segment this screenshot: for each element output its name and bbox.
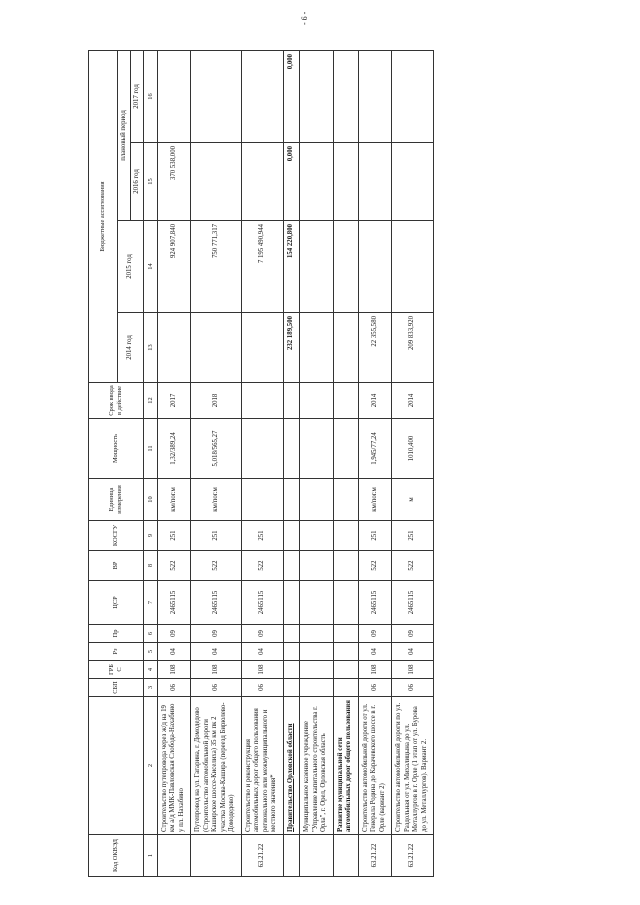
cell-sbp: 06 — [358, 679, 391, 697]
table-row — [191, 50, 241, 876]
cell-name: Развитие муниципальной сети автомобильных дорог общего пользования — [333, 697, 358, 835]
cell-sbp: 06 — [241, 679, 283, 697]
cell-commission: 2017 — [158, 383, 191, 419]
column-number: 2 — [144, 697, 158, 835]
header-pr: Пр — [89, 625, 144, 643]
cell-y2014 — [241, 313, 283, 383]
cell-unit — [283, 479, 299, 521]
cell-pr — [333, 625, 358, 643]
cell-code — [333, 835, 358, 877]
cell-rz: 04 — [158, 643, 191, 661]
cell-name: Путепровод на ул. Гагарина, г. Домодедово (Строительство автомобильной дороги Каширское шоссе-Киселиха) 35 км пк 2 участка Москва-Кашира (переезд Бирюлево-Домодедово) — [191, 697, 241, 835]
cell-unit — [241, 479, 283, 521]
cell-unit — [333, 479, 358, 521]
cell-kosgu: 251 — [191, 521, 241, 551]
header-budget: Бюджетные ассигнования — [89, 50, 118, 382]
cell-grbs: 108 — [392, 661, 434, 679]
cell-code: 63.21.22 — [241, 835, 283, 877]
cell-pr: 09 — [392, 625, 434, 643]
cell-rz: 04 — [241, 643, 283, 661]
cell-kosgu: 251 — [158, 521, 191, 551]
column-number: 7 — [144, 581, 158, 625]
header-kod-okved: Код ОКВЭД — [89, 835, 144, 877]
cell-y2016 — [392, 143, 434, 221]
header-rz: Рз — [89, 643, 144, 661]
cell-sbp — [300, 679, 333, 697]
cell-commission: 2014 — [392, 383, 434, 419]
cell-vr — [300, 551, 333, 581]
column-number: 12 — [144, 383, 158, 419]
column-number: 11 — [144, 419, 158, 479]
table-row — [392, 50, 434, 876]
column-number: 15 — [144, 143, 158, 221]
cell-y2016 — [358, 143, 391, 221]
cell-name: Строительство и реконструкция автомобильных дорог общего пользования регионального или межмуниципального и местного значения* — [241, 697, 283, 835]
cell-y2017 — [241, 50, 283, 142]
cell-commission — [300, 383, 333, 419]
table-row — [158, 50, 191, 876]
cell-vr: 522 — [241, 551, 283, 581]
cell-csr: 2465115 — [241, 581, 283, 625]
cell-y2015 — [333, 221, 358, 313]
cell-y2015 — [358, 221, 391, 313]
cell-grbs — [333, 661, 358, 679]
cell-y2015: 7 195 490,944 — [241, 221, 283, 313]
table-row — [241, 50, 283, 876]
cell-rz — [300, 643, 333, 661]
cell-y2014: 232 189,500 — [283, 313, 299, 383]
cell-name: Муниципальное казенное учреждение "Управление капитального строительства г. Орла", г. Орел, Орловская область — [300, 697, 333, 835]
cell-commission — [333, 383, 358, 419]
cell-y2014 — [158, 313, 191, 383]
header-vr: ВР — [89, 551, 144, 581]
column-number: 1 — [144, 835, 158, 877]
cell-vr — [333, 551, 358, 581]
cell-pr: 09 — [158, 625, 191, 643]
cell-vr: 522 — [158, 551, 191, 581]
cell-y2015 — [300, 221, 333, 313]
cell-vr: 522 — [392, 551, 434, 581]
column-number: 9 — [144, 521, 158, 551]
cell-unit: км/пог.м — [358, 479, 391, 521]
table-row — [333, 50, 358, 876]
header-2015: 2015 год — [118, 221, 144, 313]
cell-y2014 — [333, 313, 358, 383]
cell-code — [158, 835, 191, 877]
table-row — [283, 50, 299, 876]
header-plan: плановый период — [118, 50, 131, 220]
column-number: 16 — [144, 50, 158, 142]
column-number: 8 — [144, 551, 158, 581]
header-2014: 2014 год — [118, 313, 144, 383]
cell-sbp: 06 — [392, 679, 434, 697]
cell-sbp: 06 — [158, 679, 191, 697]
cell-capacity: 1,32/389,24 — [158, 419, 191, 479]
cell-pr: 09 — [358, 625, 391, 643]
cell-code — [191, 835, 241, 877]
cell-grbs: 108 — [358, 661, 391, 679]
column-number: 6 — [144, 625, 158, 643]
cell-capacity — [333, 419, 358, 479]
cell-pr: 09 — [241, 625, 283, 643]
header-commission: Срок ввода в действие — [89, 383, 144, 419]
header-grbs: ГРБ С — [89, 661, 144, 679]
cell-capacity: 5,018/565,27 — [191, 419, 241, 479]
cell-y2017 — [358, 50, 391, 142]
cell-unit — [300, 479, 333, 521]
cell-grbs: 108 — [191, 661, 241, 679]
cell-csr: 2465115 — [191, 581, 241, 625]
cell-sbp: 06 — [191, 679, 241, 697]
cell-y2016: 370 538,000 — [158, 143, 191, 221]
cell-capacity: 1010,400 — [392, 419, 434, 479]
cell-capacity — [241, 419, 283, 479]
table-row — [300, 50, 333, 876]
cell-name: Правительство Орловской области — [283, 697, 299, 835]
header-capacity: Мощность — [89, 419, 144, 479]
cell-pr — [300, 625, 333, 643]
cell-y2016 — [241, 143, 283, 221]
cell-kosgu: 251 — [392, 521, 434, 551]
cell-y2014: 22 355,580 — [358, 313, 391, 383]
table-header-row — [89, 50, 118, 876]
cell-capacity — [300, 419, 333, 479]
cell-csr: 2465115 — [158, 581, 191, 625]
cell-pr — [283, 625, 299, 643]
page-number: - 6 - — [300, 11, 309, 25]
cell-kosgu: 251 — [358, 521, 391, 551]
cell-rz: 04 — [392, 643, 434, 661]
cell-kosgu: 251 — [241, 521, 283, 551]
cell-y2017: 0,000 — [283, 50, 299, 142]
header-2017: 2017 год — [131, 50, 144, 142]
cell-y2017 — [333, 50, 358, 142]
cell-csr — [283, 581, 299, 625]
cell-grbs — [283, 661, 299, 679]
cell-y2015: 750 771,317 — [191, 221, 241, 313]
cell-commission: 2014 — [358, 383, 391, 419]
header-2016: 2016 год — [131, 143, 144, 221]
cell-y2016 — [300, 143, 333, 221]
budget-table — [88, 50, 434, 877]
cell-y2017 — [392, 50, 434, 142]
cell-kosgu — [300, 521, 333, 551]
cell-name: Строительство автомобильной дороги по ул. Раздольная от ул. Михалицына до ул. Металлургов в г. Орле (1 этап от ул. Бурова до ул. Металлургов). Вариант 2. — [392, 697, 434, 835]
cell-unit: км/пог.м — [158, 479, 191, 521]
cell-y2017 — [300, 50, 333, 142]
cell-vr: 522 — [358, 551, 391, 581]
header-sbp: СБП — [89, 679, 144, 697]
cell-unit: м — [392, 479, 434, 521]
header-unit: Единица измерения — [89, 479, 144, 521]
column-number: 13 — [144, 313, 158, 383]
cell-y2014 — [191, 313, 241, 383]
table-row — [358, 50, 391, 876]
cell-commission: 2018 — [191, 383, 241, 419]
cell-sbp — [333, 679, 358, 697]
header-kosgu: КОСГУ — [89, 521, 144, 551]
cell-csr: 2465115 — [392, 581, 434, 625]
cell-csr — [300, 581, 333, 625]
cell-y2016: 0,000 — [283, 143, 299, 221]
header-name — [89, 697, 144, 835]
cell-csr: 2465115 — [358, 581, 391, 625]
cell-pr: 09 — [191, 625, 241, 643]
column-number-row — [144, 50, 158, 876]
cell-unit: км/пог.м — [191, 479, 241, 521]
cell-code: 63.21.22 — [358, 835, 391, 877]
cell-capacity: 1,945/77,24 — [358, 419, 391, 479]
cell-kosgu — [333, 521, 358, 551]
cell-rz — [333, 643, 358, 661]
cell-name: Строительство автомобильной дороги от ул. Генерала Родина до Карачевского шоссе в г. Орле (вариант 2) — [358, 697, 391, 835]
cell-y2015: 154 220,800 — [283, 221, 299, 313]
cell-y2017 — [158, 50, 191, 142]
cell-name: Строительство путепровода через ж/д на 19 км а/д ММК-Павловская Слобода-Нахабино у пл. Нахабино — [158, 697, 191, 835]
cell-kosgu — [283, 521, 299, 551]
cell-grbs: 108 — [241, 661, 283, 679]
cell-commission — [283, 383, 299, 419]
cell-sbp — [283, 679, 299, 697]
header-csr: ЦСР — [89, 581, 144, 625]
cell-y2015 — [392, 221, 434, 313]
cell-code — [283, 835, 299, 877]
cell-commission — [241, 383, 283, 419]
cell-rz: 04 — [191, 643, 241, 661]
cell-y2016 — [333, 143, 358, 221]
cell-y2015: 924 907,840 — [158, 221, 191, 313]
cell-capacity — [283, 419, 299, 479]
cell-grbs: 108 — [158, 661, 191, 679]
column-number: 14 — [144, 221, 158, 313]
column-number: 4 — [144, 661, 158, 679]
column-number: 10 — [144, 479, 158, 521]
cell-vr — [283, 551, 299, 581]
cell-y2017 — [191, 50, 241, 142]
cell-code — [300, 835, 333, 877]
cell-y2014 — [300, 313, 333, 383]
cell-y2016 — [191, 143, 241, 221]
cell-rz: 04 — [358, 643, 391, 661]
column-number: 5 — [144, 643, 158, 661]
cell-csr — [333, 581, 358, 625]
cell-y2014: 209 833,920 — [392, 313, 434, 383]
cell-code: 63.21.22 — [392, 835, 434, 877]
column-number: 3 — [144, 679, 158, 697]
cell-grbs — [300, 661, 333, 679]
cell-rz — [283, 643, 299, 661]
cell-vr: 522 — [191, 551, 241, 581]
